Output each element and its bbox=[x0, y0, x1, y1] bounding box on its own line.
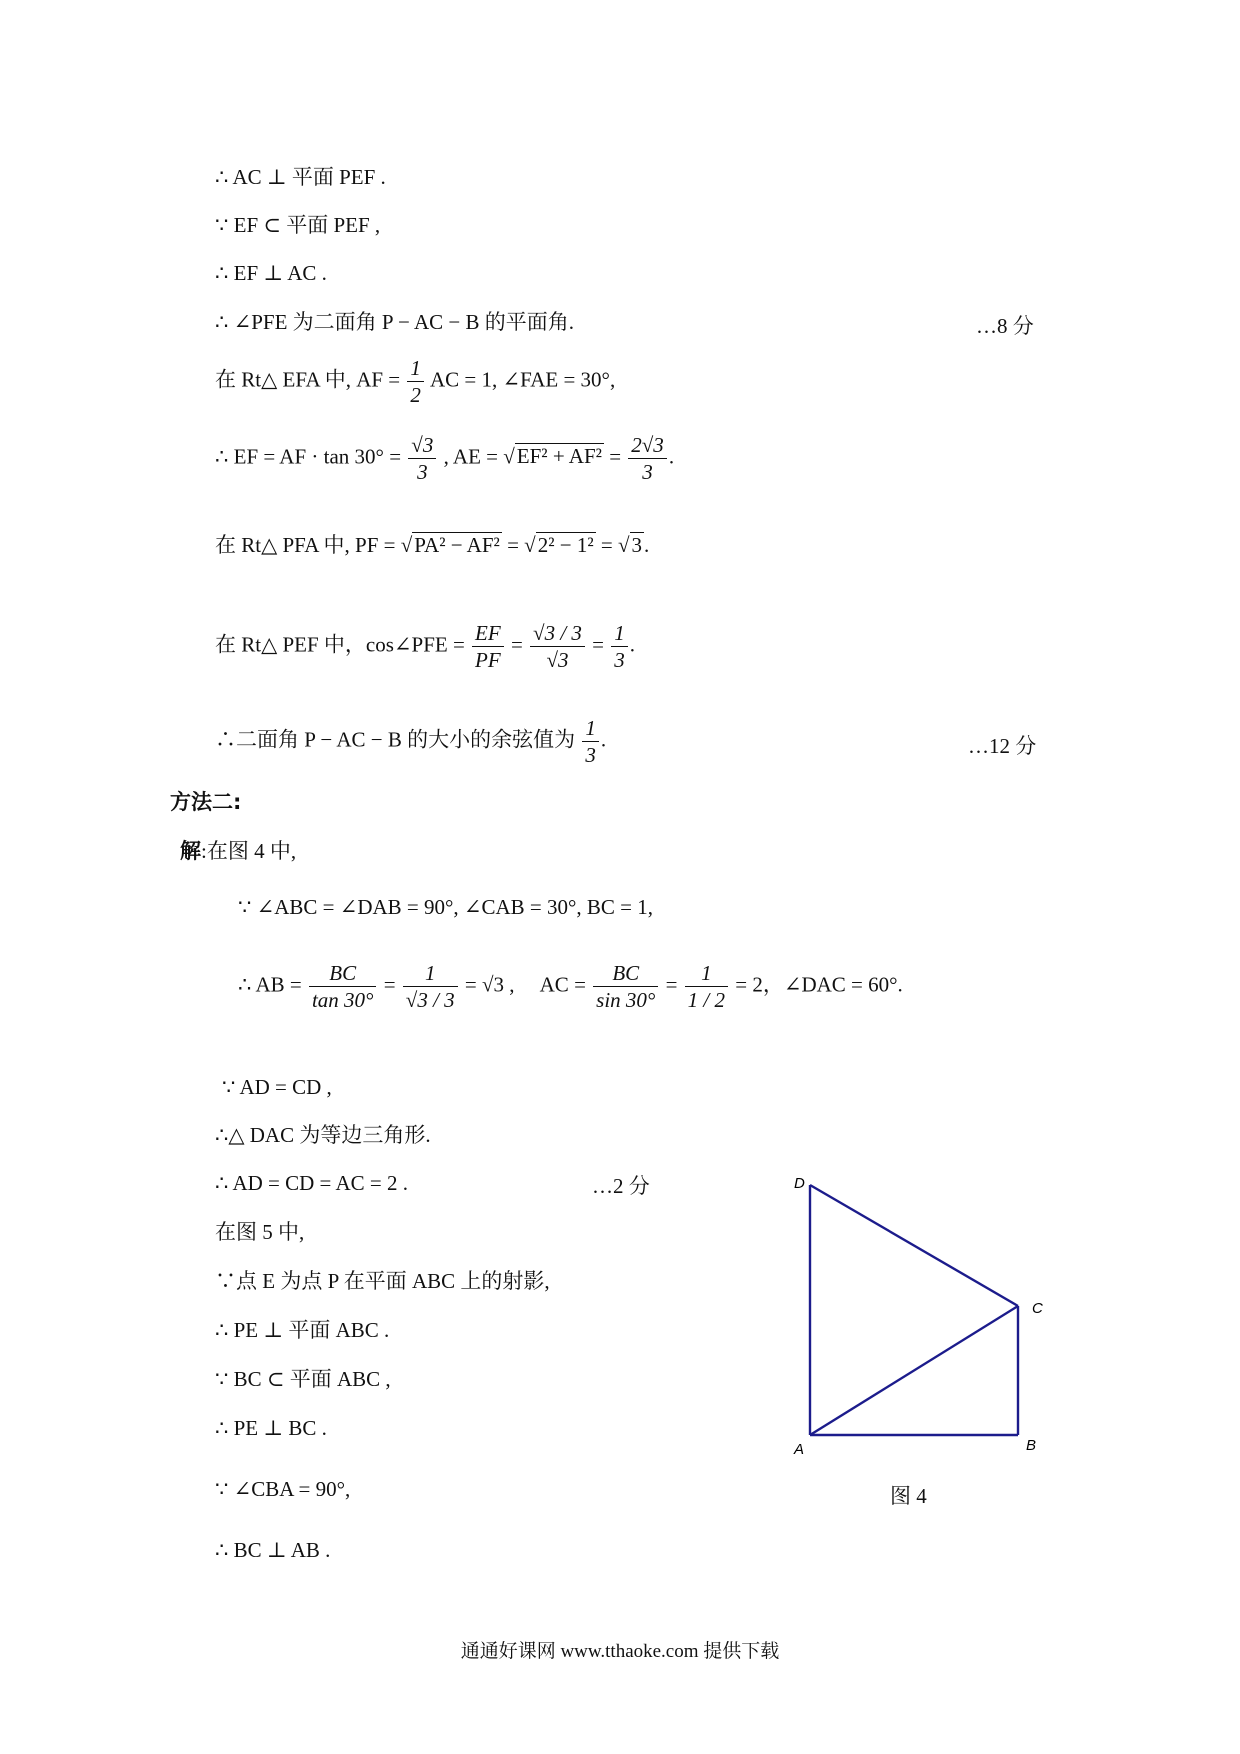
figure-4-diagram bbox=[780, 1160, 1080, 1480]
label-a: A bbox=[794, 1441, 805, 1458]
fraction-1-half: $\frac{1}{1 / 2}$ bbox=[685, 960, 728, 1013]
line-bc-subset: ∵ BC ⊂ 平面 ABC , bbox=[215, 1367, 391, 1391]
fraction-ef-pf: $\frac{EF}{PF}$ bbox=[472, 620, 504, 673]
segment-ac bbox=[810, 1306, 1018, 1435]
label-b: B bbox=[1026, 1437, 1037, 1454]
score-8: …8 分 bbox=[976, 314, 1034, 338]
segment-dc bbox=[810, 1185, 1018, 1306]
line-bc-perp-ab: ∴ BC ⊥ AB . bbox=[215, 1538, 331, 1562]
line-ef-perp-ac: ∴ EF ⊥ AC . bbox=[215, 261, 327, 285]
line-rt-pfa: 在 Rt△ PFA 中, PF = √PA² − AF² = √2² − 1² = √3. bbox=[215, 533, 650, 557]
fraction-compound: $\frac{√3 / 3}{√3}$ bbox=[530, 620, 585, 673]
line-pe-perp-bc: ∴ PE ⊥ BC . bbox=[215, 1416, 327, 1440]
method-two-heading: 方法二: bbox=[170, 790, 242, 814]
line-angle-cba: ∵ ∠CBA = 90°, bbox=[215, 1477, 351, 1501]
line-ab-ac: ∴ AB = $\frac{BC}{\tan 30^\circ}$ = $\frac{1}{√3 / 3}$ = √3 , AC = $\frac{BC}{\sin 30^\circ}$ = $\frac{1}{1 / 2}$ = 2，∠DAC = 60°. bbox=[238, 961, 903, 1012]
line-plane-angle: ∴ ∠PFE 为二面角 P − AC − B 的平面角. bbox=[215, 310, 574, 334]
score-2: …2 分 bbox=[592, 1174, 650, 1198]
fraction-one-third: $\frac{1}{3}$ bbox=[611, 620, 628, 673]
line-pe-perp-plane: ∴ PE ⊥ 平面 ABC . bbox=[215, 1318, 390, 1342]
page-footer: 通通好课网 www.tthaoke.com 提供下载 bbox=[460, 1641, 780, 1662]
label-c: C bbox=[1032, 1300, 1043, 1317]
fraction-half: $\frac{1}{2}$ bbox=[407, 355, 424, 408]
line-fig5: 在图 5 中, bbox=[215, 1220, 305, 1244]
quadrilateral-lines bbox=[810, 1185, 1018, 1435]
line-rt-pef-cos: 在 Rt△ PEF 中，cos∠PFE = $\frac{EF}{PF}$ = $\frac{√3 / 3}{√3}$ = $\frac{1}{3}$ . bbox=[215, 621, 636, 672]
fraction-2root3-over-3: $\frac{2√3}{3}$ bbox=[628, 432, 667, 485]
line-ef-ae: ∴ EF = AF · tan 30° = $\frac{√3}{3}$ , AE = √EF² + AF² = $\frac{2√3}{3}$ . bbox=[215, 433, 675, 484]
line-solution-intro: 解:在图 4 中, bbox=[180, 839, 297, 863]
line-ad-cd: ∵ AD = CD , bbox=[222, 1075, 332, 1099]
line-projection: ∵点 E 为点 P 在平面 ABC 上的射影, bbox=[215, 1269, 550, 1293]
line-given-angles: ∵ ∠ABC = ∠DAB = 90°, ∠CAB = 30°, BC = 1, bbox=[238, 895, 654, 919]
line-cosine-result: ∴二面角 P − AC − B 的大小的余弦值为 $\frac{1}{3}$ . bbox=[215, 716, 607, 767]
line-ef-subset: ∵ EF ⊂ 平面 PEF , bbox=[215, 213, 381, 237]
score-12: …12 分 bbox=[968, 734, 1037, 758]
line-equilateral: ∴△ DAC 为等边三角形. bbox=[215, 1123, 431, 1147]
label-d: D bbox=[794, 1175, 805, 1192]
fraction-bc-sin30: $\frac{BC}{\sin 30^\circ}$ bbox=[593, 960, 658, 1013]
line-ad-cd-ac: ∴ AD = CD = AC = 2 . bbox=[215, 1171, 408, 1195]
line-ac-perp-plane: ∴ AC ⊥ 平面 PEF . bbox=[215, 165, 386, 189]
fraction-1-root3-3: $\frac{1}{√3 / 3}$ bbox=[403, 960, 458, 1013]
fraction-root3-over-3: $\frac{√3}{3}$ bbox=[408, 432, 436, 485]
line-rt-efa: 在 Rt△ EFA 中, AF = $\frac{1}{2}$ AC = 1, ∠FAE = 30°, bbox=[215, 356, 616, 407]
fraction-one-third-result: $\frac{1}{3}$ bbox=[582, 715, 599, 768]
figure-caption: 图 4 bbox=[890, 1484, 927, 1508]
fraction-bc-tan30: $\frac{BC}{\tan 30^\circ}$ bbox=[309, 960, 376, 1013]
